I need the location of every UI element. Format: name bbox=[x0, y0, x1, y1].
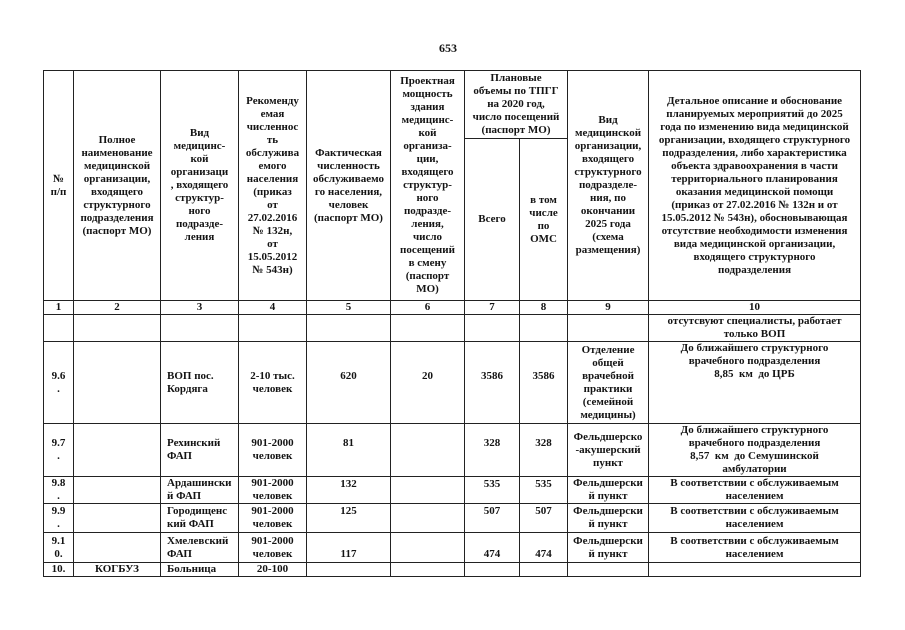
empty-cell bbox=[391, 424, 465, 477]
empty-cell bbox=[391, 533, 465, 563]
header-design-capacity: Проектная мощность здания медицинс- кой организа- ции, входящего структур- ного подразде- ления, число посещений в смену (паспорт МО) bbox=[391, 71, 465, 301]
table-row bbox=[44, 504, 861, 533]
org-type-cell: Хмелевский ФАП bbox=[161, 533, 239, 563]
empty-cell bbox=[74, 533, 161, 563]
empty-cell bbox=[307, 315, 391, 342]
column-number: 5 bbox=[307, 301, 391, 315]
table-header-row bbox=[44, 71, 861, 139]
row-number-cell: 9.8 . bbox=[44, 477, 74, 504]
empty-cell bbox=[391, 504, 465, 533]
header-planned-volumes: Плановые объемы по ТПГГ на 2020 год, число посещений (паспорт МО) bbox=[465, 71, 568, 139]
recommended-population-cell: 2-10 тыс. человек bbox=[239, 342, 307, 424]
org-type-2025-cell: Фельдшерски й пункт bbox=[568, 477, 649, 504]
org-type-2025-cell: Фельдшерски й пункт bbox=[568, 533, 649, 563]
description-cell: В соответствии с обслуживаемым населением bbox=[649, 504, 861, 533]
actual-population-cell: 620 bbox=[307, 342, 391, 424]
empty-cell bbox=[568, 563, 649, 577]
actual-population-cell: 132 bbox=[307, 477, 391, 504]
planned-oms-cell: 535 bbox=[520, 477, 568, 504]
planned-oms-cell: 474 bbox=[520, 533, 568, 563]
empty-cell bbox=[391, 315, 465, 342]
org-type-cell: Больница bbox=[161, 563, 239, 577]
column-number: 10 bbox=[649, 301, 861, 315]
table-row bbox=[44, 424, 861, 477]
actual-population-cell: 125 bbox=[307, 504, 391, 533]
planned-total-cell: 507 bbox=[465, 504, 520, 533]
table-row bbox=[44, 315, 861, 342]
actual-population-cell: 81 bbox=[307, 424, 391, 477]
recommended-population-cell: 901-2000 человек bbox=[239, 504, 307, 533]
header-row-number: № п/п bbox=[44, 71, 74, 301]
column-number: 6 bbox=[391, 301, 465, 315]
header-actual-population: Фактическая численность обслуживаемо го населения, человек (паспорт МО) bbox=[307, 71, 391, 301]
column-numbers-row bbox=[44, 301, 861, 315]
full-name-cell: КОГБУЗ bbox=[74, 563, 161, 577]
org-type-cell: Городищенс кий ФАП bbox=[161, 504, 239, 533]
empty-cell bbox=[161, 315, 239, 342]
empty-cell bbox=[520, 315, 568, 342]
org-type-2025-cell: Отделение общей врачебной практики (семейной медицины) bbox=[568, 342, 649, 424]
header-recommended-population: Рекоменду емая численнос ть обслужива емого населения (приказ от 27.02.2016 № 132н, от 15.05.2012 № 543н) bbox=[239, 71, 307, 301]
description-cell: До ближайшего структурного врачебного подразделения 8,85 км до ЦРБ bbox=[649, 342, 861, 424]
row-number-cell: 10. bbox=[44, 563, 74, 577]
header-org-type-2025: Вид медицинской организации, входящего структурного подразделе- ния, по окончании 2025 года (схема размещения) bbox=[568, 71, 649, 301]
column-number: 9 bbox=[568, 301, 649, 315]
row-number-cell: 9.1 0. bbox=[44, 533, 74, 563]
org-type-cell: Ардашински й ФАП bbox=[161, 477, 239, 504]
empty-cell bbox=[74, 342, 161, 424]
header-description: Детальное описание и обоснование планируемых мероприятий до 2025 года по изменению вида медицинской организации, входящего структурного подразделения, либо характеристика объекта здравоохранения в части территориального планирования оказания медицинской помощи (приказ от 27.02.2016 № 132н и от 15.05.2012 № 543н), обосновывающая отсутствие необходимости изменения вида медицинской организации, входящего структурного подразделения bbox=[649, 71, 861, 301]
recommended-population-cell: 20-100 bbox=[239, 563, 307, 577]
planned-total-cell: 328 bbox=[465, 424, 520, 477]
design-capacity-cell: 20 bbox=[391, 342, 465, 424]
empty-cell bbox=[74, 315, 161, 342]
column-number: 7 bbox=[465, 301, 520, 315]
row-number-cell: 9.6 . bbox=[44, 342, 74, 424]
empty-cell bbox=[465, 315, 520, 342]
table-row bbox=[44, 477, 861, 504]
planned-total-cell: 3586 bbox=[465, 342, 520, 424]
empty-cell bbox=[520, 563, 568, 577]
table-row bbox=[44, 563, 861, 577]
empty-cell bbox=[307, 563, 391, 577]
empty-cell bbox=[74, 424, 161, 477]
org-type-cell: Рехинский ФАП bbox=[161, 424, 239, 477]
header-planned-total: Всего bbox=[465, 139, 520, 301]
empty-cell bbox=[391, 477, 465, 504]
org-type-cell: ВОП пос. Кордяга bbox=[161, 342, 239, 424]
empty-cell bbox=[239, 315, 307, 342]
header-full-name: Полное наименование медицинской организации, входящего структурного подразделения (паспорт МО) bbox=[74, 71, 161, 301]
empty-cell bbox=[465, 563, 520, 577]
planned-oms-cell: 3586 bbox=[520, 342, 568, 424]
page-number: 653 bbox=[439, 41, 457, 55]
column-number: 1 bbox=[44, 301, 74, 315]
column-number: 4 bbox=[239, 301, 307, 315]
description-cell: В соответствии с обслуживаемым населением bbox=[649, 477, 861, 504]
actual-population-cell: 117 bbox=[307, 533, 391, 563]
header-planned-oms: в том числе по ОМС bbox=[520, 139, 568, 301]
recommended-population-cell: 901-2000 человек bbox=[239, 477, 307, 504]
empty-cell bbox=[74, 504, 161, 533]
table-row bbox=[44, 533, 861, 563]
empty-cell bbox=[568, 315, 649, 342]
table-row bbox=[44, 342, 861, 424]
empty-cell bbox=[44, 315, 74, 342]
column-number: 2 bbox=[74, 301, 161, 315]
row-number-cell: 9.9 . bbox=[44, 504, 74, 533]
empty-cell bbox=[391, 563, 465, 577]
description-cell: отсутсвуют специалисты, работает только ВОП bbox=[649, 315, 861, 342]
empty-cell bbox=[649, 563, 861, 577]
header-org-type: Вид медицинс- кой организаци , входящего структур- ного подразде- ления bbox=[161, 71, 239, 301]
facilities-table bbox=[43, 70, 861, 577]
org-type-2025-cell: Фельдшерски й пункт bbox=[568, 504, 649, 533]
org-type-2025-cell: Фельдшерско -акушерский пункт bbox=[568, 424, 649, 477]
column-number: 3 bbox=[161, 301, 239, 315]
row-number-cell: 9.7 . bbox=[44, 424, 74, 477]
planned-oms-cell: 328 bbox=[520, 424, 568, 477]
planned-oms-cell: 507 bbox=[520, 504, 568, 533]
planned-total-cell: 474 bbox=[465, 533, 520, 563]
empty-cell bbox=[74, 477, 161, 504]
description-cell: До ближайшего структурного врачебного подразделения 8,57 км до Семушинской амбулатории bbox=[649, 424, 861, 477]
recommended-population-cell: 901-2000 человек bbox=[239, 533, 307, 563]
planned-total-cell: 535 bbox=[465, 477, 520, 504]
recommended-population-cell: 901-2000 человек bbox=[239, 424, 307, 477]
description-cell: В соответствии с обслуживаемым населением bbox=[649, 533, 861, 563]
column-number: 8 bbox=[520, 301, 568, 315]
